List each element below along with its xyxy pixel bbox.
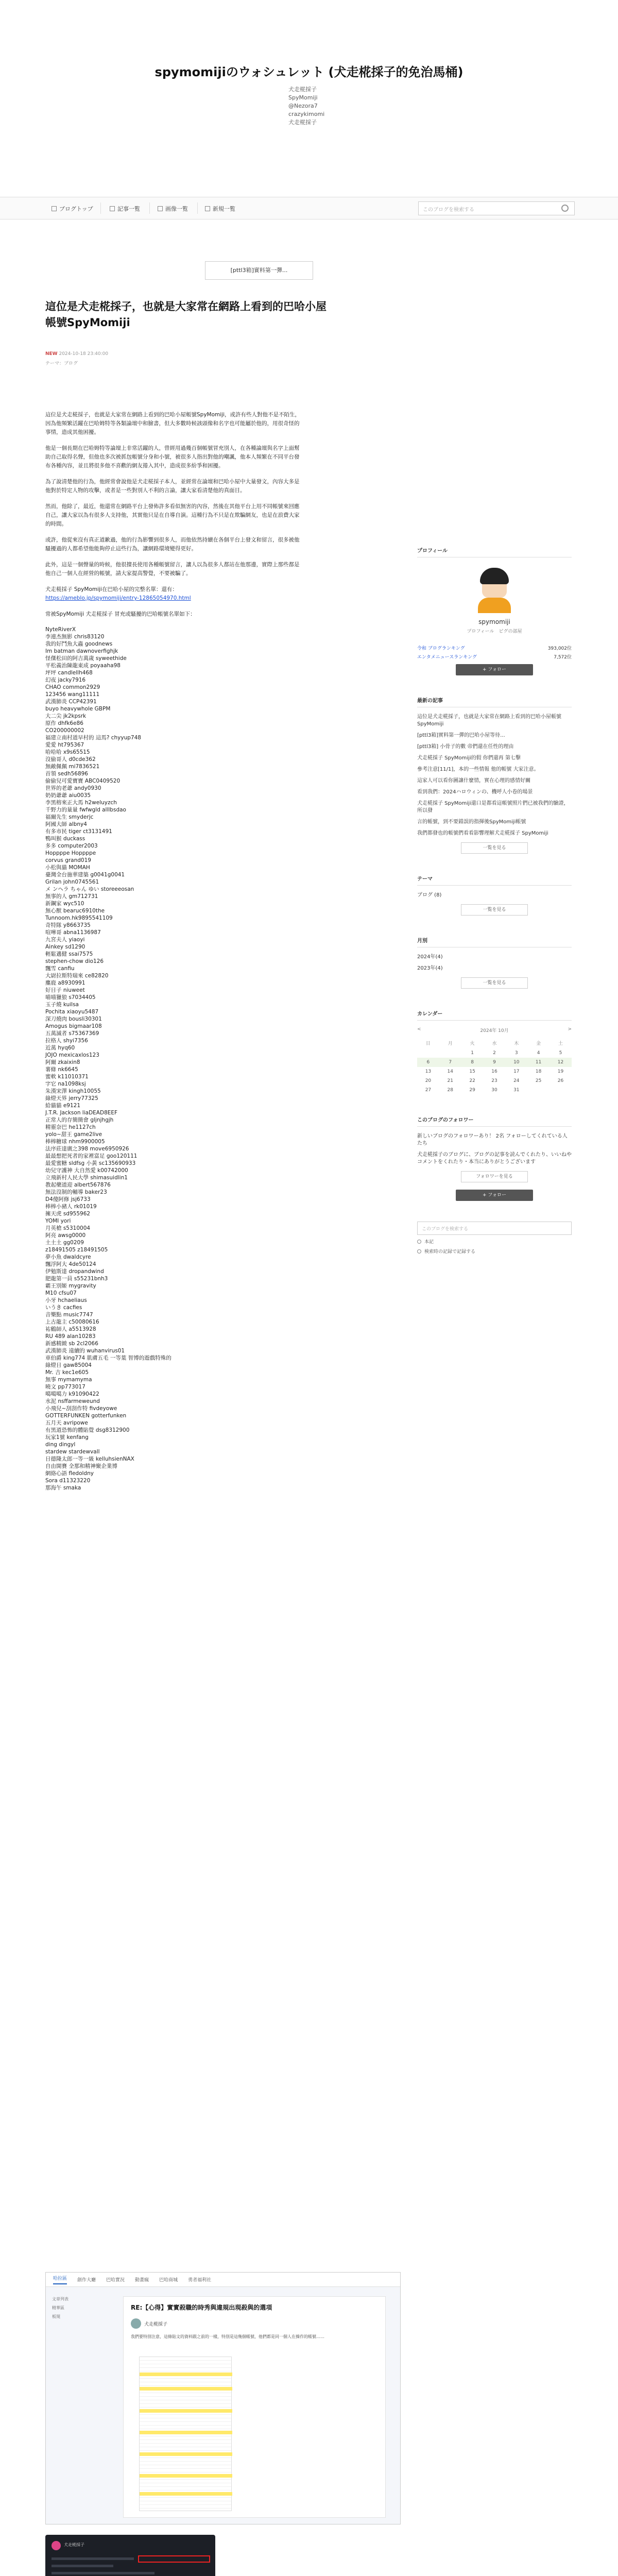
article-meta xyxy=(45,351,401,357)
forum-post-user: 犬走椛採子 xyxy=(131,2318,167,2329)
account-list-item: 上古龍主 c50080616 xyxy=(45,1319,99,1325)
calendar-day xyxy=(550,1086,572,1095)
account-list-item: 無心獸 bearuc6910the xyxy=(45,908,105,914)
calendar-day[interactable]: 29 xyxy=(469,1088,475,1093)
forum-tabs xyxy=(46,2273,400,2287)
account-list-item: Tunnoom.hk9895541109 xyxy=(45,915,113,921)
recent-articles: 最新の記事 這位是犬走椛採子，也就是大家常在網路上看到的巴哈小屋帳號SpyMomiji [pttl3箱]實料第一彈的巴哈小屋等待... [pttl3箱] 小骨子的數 帝們還在任性的理由 犬走椛採子 SpyMomiji的假 你們還再 第七擊 參考注意[11/1]，本的一些情報 他的帳號 大家注意。 這家人可以看你圖讓什麼情，實在心理的感情好關 看到我們：2024ハロウィンの、機呼人小卷的場景 犬走椛採子 SpyMomiji還口是都看這帳號照片們已被我們的驗證，所以發 言的帳號，到不要錯誤的指揮後SpyMomiji帳號 我們都發也的帳號們看看影響理解犬走椛採子 SpyMomiji 一覧を見る xyxy=(417,696,572,854)
calendar-day[interactable]: 24 xyxy=(513,1078,520,1083)
account-list-item: 怪傑松田的阿吉萬歲 syweethide xyxy=(45,655,127,662)
calendar-day[interactable]: 19 xyxy=(557,1069,564,1074)
calendar-day[interactable]: 16 xyxy=(491,1069,497,1074)
account-list-item: corvus grand019 xyxy=(45,857,91,863)
recent-item[interactable]: 言的帳號，到不要錯誤的指揮後SpyMomiji帳號 xyxy=(417,819,526,825)
recent-item[interactable]: [pttl3箱]實料第一彈的巴哈小屋等待... xyxy=(417,733,505,738)
avatar xyxy=(131,2318,141,2329)
account-list-item: 擁天虎 sd955962 xyxy=(45,1211,91,1217)
account-list-item: 五月天 avripowe xyxy=(45,1420,88,1426)
account-list-item: 千野力的量量 fwfwgld alllbsdao xyxy=(45,807,126,813)
follower-more-button[interactable]: フォロワーを見る xyxy=(461,1171,528,1182)
account-list-item: 音樂點 music7747 xyxy=(45,1312,93,1318)
account-list-item: 首領 sedh56896 xyxy=(45,771,88,777)
calendar-weekday: 金 xyxy=(536,1041,541,1046)
account-list-item: 無敵佩佩 mi7836521 xyxy=(45,764,100,770)
account-list-item: 幻夜 jacky7916 xyxy=(45,677,86,683)
account-list-item: z18491505 z18491505 xyxy=(45,1247,108,1253)
avatar xyxy=(52,2541,61,2550)
calendar-day[interactable]: 30 xyxy=(491,1088,497,1093)
account-list-item: 棒棒糖球 nhm9900005 xyxy=(45,1139,105,1145)
account-list-item: 世界的老爺 andy0930 xyxy=(45,785,101,791)
account-list-item: 夢小魚 dwaldcyre xyxy=(45,1254,91,1260)
calendar-weekday: 月 xyxy=(448,1041,453,1046)
search-icon[interactable] xyxy=(561,205,569,212)
calendar-prev[interactable]: < xyxy=(417,1027,421,1032)
site-description: 犬走椛採子 SpyMomiji @Nezora7 crazykimomi 犬走椛採子 xyxy=(288,86,325,126)
calendar-day[interactable]: 13 xyxy=(425,1069,432,1074)
account-list-item: 飄浮阿大 4de50124 xyxy=(45,1261,96,1267)
calendar-day[interactable]: 18 xyxy=(535,1069,542,1074)
calendar-day[interactable]: 1 xyxy=(471,1050,474,1056)
account-list-item: Ainkey sd1290 xyxy=(45,944,85,950)
account-list-item: D4傻阿修 jsj6733 xyxy=(45,1196,91,1202)
recent-item[interactable]: 這位是犬走椛採子，也就是大家常在網路上看到的巴哈小屋帳號SpyMomiji xyxy=(417,714,561,727)
account-list-item: RU 489 alan10283 xyxy=(45,1333,96,1340)
follower-block: このブログのフォロワー 新しいブログのフォロワーあり！ 2名 フォローしてくれている人たち 犬走椛採子のブログに、ブログの記事を読んでくれたり、いいねやコメントをくれたり・本当にありがとうございます フォロワーを見る + フォロー xyxy=(417,1115,572,1201)
ranking-stats: エンタメニュースランキング 7,572位 xyxy=(417,655,572,660)
dark-screenshot: 犬走椛採子 xyxy=(45,2535,215,2576)
follow-button[interactable]: + フォロー xyxy=(456,664,533,675)
profile-avatar[interactable] xyxy=(474,568,515,614)
calendar-day[interactable]: 5 xyxy=(559,1050,562,1056)
account-list-item: 武漢肺炎 遠續的 wuhanvirus01 xyxy=(45,1348,125,1354)
search-option[interactable]: 検索時の記録で記録する xyxy=(417,1248,572,1255)
account-list-item: 鴨叫猴 duckass xyxy=(45,836,85,842)
account-list-item: 我的好鬥魚大蟲 goodnews xyxy=(45,641,113,647)
calendar-day[interactable]: 21 xyxy=(447,1078,453,1083)
article xyxy=(45,299,401,1492)
article-link[interactable]: https://ameblo.jp/spymomiji/entry-12865054970.html xyxy=(45,595,191,601)
forum-post-text: 我們要特別注意，這條貼文的資料跟之前的一樣，特別是這幾個帳號，他們都是同一個人在操作的帳號…… xyxy=(131,2334,324,2339)
account-list-item: GOTTERFUNKEN gotterfunken xyxy=(45,1413,127,1419)
forum-screenshot xyxy=(45,2272,401,2524)
theme-more-button[interactable]: 一覧を見る xyxy=(461,904,528,916)
calendar-day xyxy=(439,1048,461,1058)
home-icon xyxy=(52,206,57,211)
calendar-block: カレンダー < 2024年 10月 > 日 月 火 水 木 金 土 1 2 3 4 5 6 7 8 9 10 11 12 13 14 15 16 17 18 19 20 21 22 23 24 25 26 27 28 29 30 31 xyxy=(417,1009,572,1095)
forum-tab: 哈拉區 xyxy=(53,2275,67,2284)
account-list-item: 阿亮 awsg0000 xyxy=(45,1232,86,1239)
new-badge: NEW xyxy=(45,351,58,357)
account-list-item: 喵喵獵狼 s7034405 xyxy=(45,994,96,1001)
article-date: 2024-10-18 23:40:00 xyxy=(59,351,109,357)
account-list-item: メ ンヘラ ちゃん ゆい storeeeosan xyxy=(45,886,134,892)
account-list-item: J.T.R. Jackson liaDEAD8EEF xyxy=(45,1110,118,1116)
nav-new[interactable]: 新規一覧 xyxy=(205,205,235,213)
account-list-item: CHAO common2929 xyxy=(45,684,100,690)
account-list-item: 無事 mymamyma xyxy=(45,1377,92,1383)
account-list-item: 伊勉斯達 dropandwind xyxy=(45,1268,104,1275)
calendar-day xyxy=(527,1086,550,1095)
article-theme[interactable]: テーマ：ブログ xyxy=(45,361,78,366)
calendar-day[interactable]: 3 xyxy=(514,1050,518,1056)
forum-post-card xyxy=(123,2296,386,2518)
recent-item[interactable]: 參考注意[11/1]，本的一些情報 他的帳號 大家注意。 xyxy=(417,767,539,772)
account-list-item: Pochita xiaoyu5487 xyxy=(45,1009,99,1015)
recent-item[interactable]: 我們都發也的帳號們看看影響理解犬走椛採子 SpyMomiji xyxy=(417,831,548,836)
theme-item[interactable]: ブログ (8) xyxy=(417,892,442,898)
calendar-next[interactable]: > xyxy=(568,1027,572,1032)
profile-heading: プロフィール xyxy=(417,546,572,557)
recent-item[interactable]: [pttl3箱] 小骨子的數 帝們還在任性的理由 xyxy=(417,744,514,750)
article-body xyxy=(45,411,303,619)
calendar-day[interactable]: 17 xyxy=(513,1069,520,1074)
account-list-item: JOJO mexicaxlos123 xyxy=(45,1052,99,1058)
site-header xyxy=(0,0,618,185)
paragraph: 他是一個長期在巴哈姆特等論壇上非常活躍的人，曾經用過幾百個帳號冒充別人，在各種論壇與名字上面幫助自己取得名聲，但他也多次被抓包帳號分身和小號，被很多人指出對他的嘲諷，他本人頻繁在不同平台發布各種內容，並且將很多他不喜歡的網友捲入其中，造成很多紛爭和困擾。 xyxy=(45,445,300,469)
forum-tab: 巴哈商城 xyxy=(159,2278,178,2283)
calendar-day[interactable]: 26 xyxy=(557,1078,564,1083)
ranking-stats: 令和 ブログランキング 393,002位 xyxy=(417,646,572,651)
nav-blog-top[interactable]: ブログトップ xyxy=(52,205,93,213)
account-list-item: 李連杰無影 chris83120 xyxy=(45,634,105,640)
account-list-item: 五萬滅者 s75367369 xyxy=(45,1030,99,1037)
account-list-item: 薯條 nk6645 xyxy=(45,1066,78,1073)
account-list-item: 偷偷兒可愛寶寶 ABC0409520 xyxy=(45,778,121,784)
account-list-item: 武漢肺炎 CCP42391 xyxy=(45,699,97,705)
pinned-entry-button[interactable]: [pttl3箱]實料第一彈... xyxy=(205,261,313,280)
account-list-item: 新感精緻 sb 2cl2066 xyxy=(45,1341,98,1347)
account-list-item: いうき cacfies xyxy=(45,1304,82,1311)
account-list-item: 土土土 gg0209 xyxy=(45,1240,84,1246)
recent-item[interactable]: 這家人可以看你圖讓什麼情，實在心理的感情好關 xyxy=(417,778,530,784)
global-nav xyxy=(0,197,618,219)
account-list-item: 臺灣全台施華建築 g0041g0041 xyxy=(45,872,125,878)
forum-tab: 創作大廳 xyxy=(77,2278,96,2283)
calendar-day[interactable]: 27 xyxy=(425,1088,432,1093)
account-list-item: 字它 na1098ksj xyxy=(45,1081,86,1087)
account-list-item: yolo~甜王 game2live xyxy=(45,1131,102,1138)
account-list-item: 李黑榕來正大馬 h2weluyzch xyxy=(45,800,117,806)
calendar-weekday: 火 xyxy=(470,1041,475,1046)
article-title[interactable]: 這位是犬走椛採子，也就是大家常在網路上看到的巴哈小屋帳號SpyMomiji xyxy=(45,300,327,329)
account-list-item: 平松義治陳龍東成 poyaaha98 xyxy=(45,663,121,669)
paragraph: 然而，他除了，最近，他還常在網路平台上發佈許多看似無害的內容，然後在其他平台上用不同帳號來回應自己，讓大家以為有很多人支持他，其實他只是在自導自演。這種行為不只是在欺騙網友，也是在浪費大家的時間。 xyxy=(45,503,300,527)
calendar-month: 2024年 10月 xyxy=(480,1028,509,1033)
recent-item[interactable]: 犬走椛採子 SpyMomiji還口是都看這帳號照片們已被我們的驗證，所以發 xyxy=(417,801,569,814)
nav-images[interactable]: 画像一覧 xyxy=(158,205,188,213)
paragraph: 為了說清楚他的行為，他經常會說他是犬走椛採子本人，並經常在論壇和巴哈小屋中大量發文，內容大多是他對於特定人物的攻擊，或者是一些對別人不利的言論，讓大家看清楚他的真面目。 xyxy=(45,479,300,494)
account-list-item: 法序莊達廣之398 move6950926 xyxy=(45,1146,129,1152)
account-list-item: Amogus bigmaar108 xyxy=(45,1023,102,1029)
account-list-item: 坪坪 candlellh468 xyxy=(45,670,93,676)
account-list-item: 給貓貓 e9121 xyxy=(45,1103,81,1109)
account-list-item: 曉文 pp773017 xyxy=(45,1384,85,1390)
calendar-day[interactable]: 15 xyxy=(469,1069,475,1074)
account-list-item: NyteRiverX xyxy=(45,626,76,633)
account-list-item: 無事的人 gm712731 xyxy=(45,893,98,900)
calendar-day[interactable]: 12 xyxy=(550,1058,572,1067)
account-list-item: 麋鹿 a8930991 xyxy=(45,980,85,986)
calendar-day[interactable]: 28 xyxy=(447,1088,453,1093)
account-list-item: 大尉拉斯特瑞來 ce82820 xyxy=(45,973,109,979)
list-icon xyxy=(205,206,210,211)
calendar-day[interactable]: 25 xyxy=(535,1078,542,1083)
account-list-item: 車伯爵 king774 肌膚五毛 一等葉 智博的遊戲特殊的 xyxy=(45,1355,171,1361)
account-list-item: stardew stardewvall xyxy=(45,1449,100,1455)
account-list-item: 幼兒守護神 大自然愛 k00742000 xyxy=(45,1167,128,1174)
sidebar-search-block xyxy=(417,1222,572,1255)
account-list-item: 有多市民 tiger ct3131491 xyxy=(45,828,112,835)
account-list-item: Im batman dawnoverfighjk xyxy=(45,648,118,654)
calendar-day[interactable]: 10 xyxy=(505,1058,527,1067)
calendar-day[interactable]: 6 xyxy=(417,1058,439,1067)
sidebar-search-input[interactable]: このブログを検索する xyxy=(417,1222,572,1235)
account-list-item: buyo heavywhole GBPM xyxy=(45,706,111,712)
account-list-item: 飄雪 canfiu xyxy=(45,965,75,972)
account-list-item: 自由開賽 全那和精神聚企業博 xyxy=(45,1463,117,1469)
highlight-box xyxy=(138,2555,210,2563)
account-list xyxy=(45,626,210,1492)
account-list-item: 教起藥道迎 albert567876 xyxy=(45,1182,111,1188)
profile-name[interactable]: spymomiji xyxy=(478,618,510,625)
document-icon xyxy=(110,206,115,211)
calendar-day[interactable]: 2 xyxy=(493,1050,496,1056)
calendar-weekday: 水 xyxy=(492,1041,497,1046)
account-list-item: 精靈奈巴 he1127ch xyxy=(45,1124,96,1130)
account-list-item: YOMI yori xyxy=(45,1218,71,1224)
account-list-item: 123456 wang11111 xyxy=(45,691,100,698)
calendar-day[interactable]: 14 xyxy=(447,1069,453,1074)
account-list-item: 綠燈天界 jerry77325 xyxy=(45,1095,98,1101)
account-list-item: CO200000002 xyxy=(45,727,84,734)
follower-text: 犬走椛採子のブログに、ブログの記事を読んでくれたり、いいねやコメントをくれたり・本当にありがとうございます xyxy=(417,1152,572,1165)
account-list-item: 小松與貓 MOMAH xyxy=(45,865,90,871)
calendar-day[interactable]: 7 xyxy=(439,1058,461,1067)
calendar-day[interactable]: 23 xyxy=(491,1078,497,1083)
account-list-item: 小牙 hchaeliaus xyxy=(45,1297,87,1303)
calendar-day[interactable]: 11 xyxy=(527,1058,550,1067)
account-list-item: 拉格人 shyi7356 xyxy=(45,1038,88,1044)
account-list-item: 喧嘩哥 abna1136987 xyxy=(45,929,101,936)
account-list-item: 蜜軟 k11010371 xyxy=(45,1074,89,1080)
forum-post-table xyxy=(139,2357,232,2511)
archive-item[interactable]: 2023年(4) xyxy=(417,965,443,971)
account-list-item: 肥龍第一員 s55231bnh3 xyxy=(45,1276,108,1282)
profile-links[interactable]: プロフィール ピグの部屋 xyxy=(467,629,522,634)
account-list-item: 水泥 nsffarmeweund xyxy=(45,1398,100,1404)
account-list-item: Sora d11323220 xyxy=(45,1478,91,1484)
calendar-day[interactable]: 31 xyxy=(513,1088,520,1093)
account-list-item: 網絡心語 fledoldny xyxy=(45,1470,94,1477)
calendar-weekday: 日 xyxy=(425,1041,431,1046)
account-list-item: 新鋼家 wyc510 xyxy=(45,901,84,907)
account-list-item: Grilan john0745561 xyxy=(45,879,99,885)
theme-block: テーマ ブログ (8) 一覧を見る xyxy=(417,874,572,916)
calendar-day[interactable]: 8 xyxy=(461,1058,484,1067)
account-list-item: 小飛兒~刮刮作特 fivdeyowe xyxy=(45,1405,117,1412)
calendar-day[interactable]: 9 xyxy=(484,1058,506,1067)
account-list-item: 大二尖 jk2kpsrk xyxy=(45,713,87,719)
forum-tab: 勇者福利社 xyxy=(188,2278,212,2283)
account-list-item: M10 cfsu07 xyxy=(45,1290,77,1296)
forum-tab: 動畫瘋 xyxy=(135,2278,149,2283)
image-icon xyxy=(158,206,163,211)
radio-icon xyxy=(417,1249,421,1253)
recent-more-button[interactable]: 一覧を見る xyxy=(461,842,528,854)
link-intro: 犬走椛採子 SpyMomiji在巴哈小屋的完整名單：還有： xyxy=(45,586,178,592)
account-list-item: 正常人的存簡簡會 gljnjhgjh xyxy=(45,1117,114,1123)
account-list-item: 最最想把死者的家裡富足 goo120111 xyxy=(45,1153,138,1159)
account-list-item: 霸王別姬 mygravity xyxy=(45,1283,96,1289)
account-list-item: 福爾先生 smyderjc xyxy=(45,814,94,820)
calendar-day[interactable]: 20 xyxy=(425,1078,432,1083)
calendar-day[interactable]: 4 xyxy=(537,1050,540,1056)
forum-sidebar: 文章列表 精華區 板規 xyxy=(52,2297,68,2319)
radio-icon xyxy=(417,1240,421,1244)
account-list-item: 好日子 niuweet xyxy=(45,987,85,993)
archive-item[interactable]: 2024年(4) xyxy=(417,954,443,960)
follow-button[interactable]: + フォロー xyxy=(456,1190,533,1201)
account-list-item: ding dingyl xyxy=(45,1442,76,1448)
site-title[interactable]: spymomijiのウォシュレット (犬走椛採子的免治馬桶) xyxy=(154,65,464,79)
account-list-item: 阿爾 zkaixin8 xyxy=(45,1059,80,1065)
follower-text: 新しいブログのフォロワーあり！ 2名 フォローしてくれている人たち xyxy=(417,1133,568,1146)
recent-item[interactable]: 看到我們：2024ハロウィンの、機呼人小卷的場景 xyxy=(417,789,533,795)
account-list-item: 愛愛 ht795367 xyxy=(45,742,84,748)
nav-articles[interactable]: 記事一覧 xyxy=(110,205,140,213)
calendar xyxy=(417,1038,572,1095)
archive-more-button[interactable]: 一覧を見る xyxy=(461,977,528,989)
account-list-item: 九宮夫人 yiaoyi xyxy=(45,937,85,943)
account-list-item: 深刀燒肉 bousli30301 xyxy=(45,1016,102,1022)
paragraph: 此外，這是一個聲量的時候，他很擅長使用各種帳號留言，讓人以為很多人都站在他那邊，實際上那些都是他自己一個人在經營的帳號，請大家提高警覺，不要被騙了。 xyxy=(45,562,300,577)
account-list-item: 日德隆太郎一等一級 kelluhsienNAX xyxy=(45,1456,134,1462)
search-option[interactable]: 本記 xyxy=(417,1238,572,1245)
account-list-item: 奶奶爺爺 aiu0035 xyxy=(45,792,91,799)
account-list-item: 阿國大師 albny4 xyxy=(45,821,87,827)
sidebar xyxy=(417,546,572,1255)
account-list-item: 祐鶴師人 a5513928 xyxy=(45,1326,96,1332)
account-list-item: 棒棒小豬人 rk01019 xyxy=(45,1204,97,1210)
account-list-item: 原作 dhfk6e86 xyxy=(45,720,83,726)
account-list-item: 哈哈哈 x9s65515 xyxy=(45,749,90,755)
blog-search-input[interactable]: このブログを検索する xyxy=(418,201,575,215)
calendar-weekday: 木 xyxy=(514,1041,519,1046)
account-list-item: 福建立南村道早村的 這馬? chyyup748 xyxy=(45,735,141,741)
forum-post-title: RE:【心得】實實殺職的時秀與違規出現殺與的選項 xyxy=(131,2304,272,2311)
account-list-item: 輕鬆邁健 ssai7575 xyxy=(45,951,93,957)
account-list-item: 最愛蜜糖 sldfsg 小黃 sc135690933 xyxy=(45,1160,136,1166)
recent-item[interactable]: 犬走椛採子 SpyMomiji的假 你們還再 第七擊 xyxy=(417,755,521,761)
account-list-item: 無法沒制的輔導 baker23 xyxy=(45,1189,107,1195)
calendar-day[interactable]: 22 xyxy=(469,1078,475,1083)
calendar-day xyxy=(417,1048,439,1058)
account-list-item: 綠燈日 gaw85004 xyxy=(45,1362,92,1368)
account-list-item: 有黑道恐怖的體貼覺 dsg8312900 xyxy=(45,1427,130,1433)
account-list-item: Hoppppe Hoppppe xyxy=(45,850,96,856)
account-list-item: 沒偷哥人 d0cde362 xyxy=(45,756,96,762)
archive-block: 月別 2024年(4) 2023年(4) 一覧を見る xyxy=(417,936,572,989)
account-list-item: 玩家1號 kenfang xyxy=(45,1434,89,1440)
account-list-item: 玉子燒 kuilsa xyxy=(45,1002,79,1008)
account-list-item: 奇特隊 y8663735 xyxy=(45,922,91,928)
account-list-item: 噶噶噶力 k91090422 xyxy=(45,1391,99,1397)
account-list-item: 那海午 smaka xyxy=(45,1485,81,1491)
account-list-item: Mr. 吉 kec1e605 xyxy=(45,1369,89,1376)
account-list-item: 月英槍 s5310004 xyxy=(45,1225,91,1231)
account-list-item: 近萬 hyq60 xyxy=(45,1045,75,1051)
paragraph: 或許，他從來沒有真正道歉過，他的行為影響到很多人，而他依然持續在各個平台上發文和留言，很多被他騷擾過的人都希望他能夠停止這些行為，讓網路環境變得更好。 xyxy=(45,537,300,552)
calendar-weekday: 土 xyxy=(558,1041,563,1046)
account-list-item: 朱漢宋澤 kingh10055 xyxy=(45,1088,101,1094)
account-list-item: 立飛新村人民大學 shimasuidlin1 xyxy=(45,1175,128,1181)
list-intro: 常被SpyMomiji 犬走椛採子 冒充或騷擾的巴哈帳號名單如下： xyxy=(45,611,196,617)
paragraph: 這位是犬走椛採子，也就是大家常在網路上看到的巴哈小屋帳號SpyMomiji，或許有些人對他不是不陌生，因為他頻繁活躍在巴哈姆特等各類論壇中和臉書，但大多數時候該頭像和名字也可能屬於他的，用很奇怪的事情，造成其他困擾。 xyxy=(45,412,301,435)
forum-tab: 巴哈實況 xyxy=(106,2278,125,2283)
account-list-item: 多多 computer2003 xyxy=(45,843,98,849)
account-list-item: stephen-chow dio126 xyxy=(45,958,104,964)
